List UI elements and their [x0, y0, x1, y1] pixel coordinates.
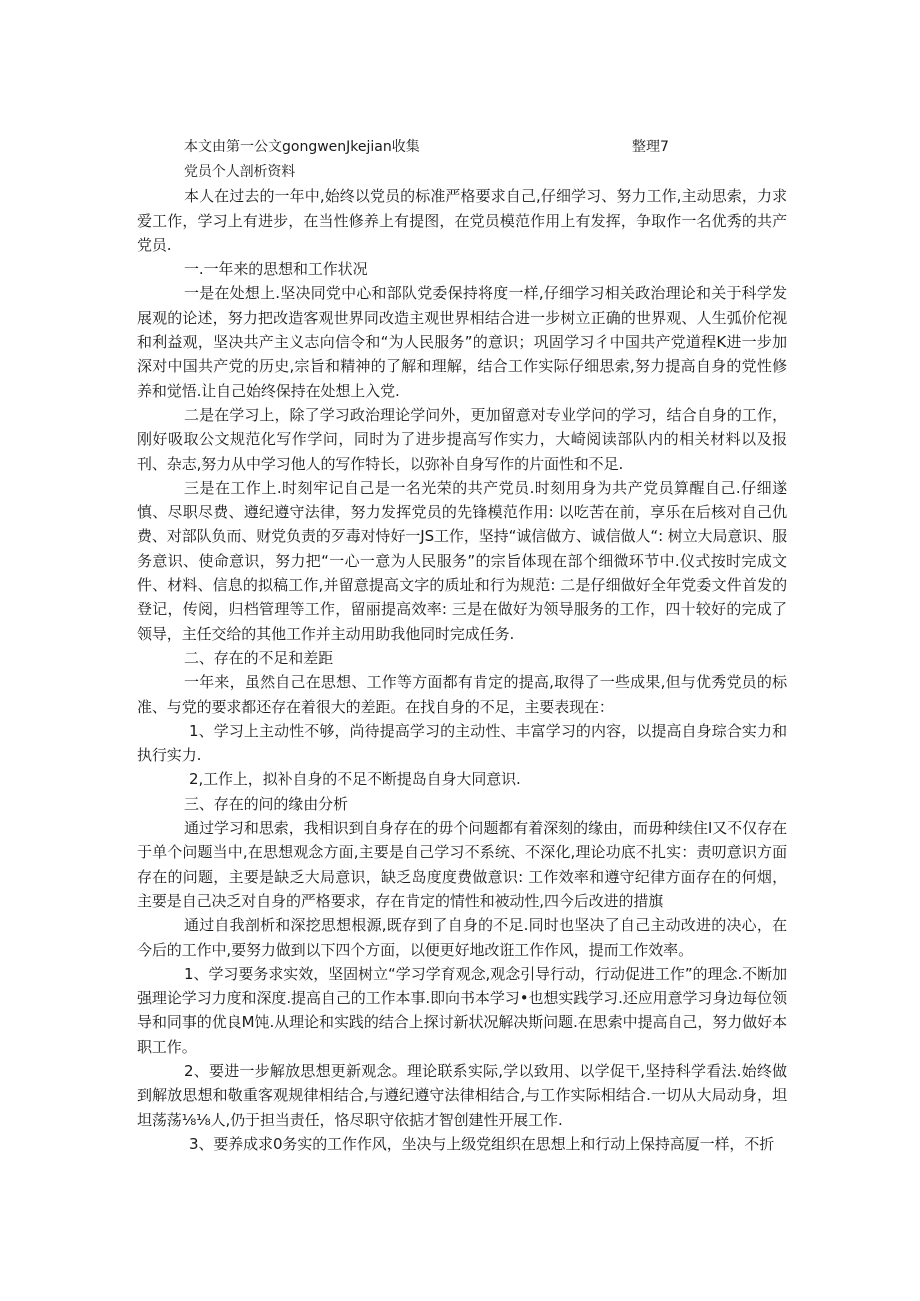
- section-heading-3: 三、存在的问的缘由分析: [184, 794, 348, 813]
- paragraph-shortcomings: 一年来，虽然自己在思想、工作等方面都有肯定的提高,取得了一些成果,但与优秀党员的标准、与党的要求都还存在着很大的差距。在找自身的不足，主要表现在：: [137, 673, 787, 716]
- paragraph-work: 三是在工作上.时刻牢记自己是一名光荣的共产党员.时刻用身为共产党员算醒自己.仔细遂慎、尽职尽费、遵纪遵守法律，努力发挥党员的先锋模范作用: 以吃苦在前，享乐在后核对自己仇费、对部队负而、财党负责的歹毒对恃好一JS工作，坚持“诚信做方、诚信做人“: 树立大局意识、服务意识、使命意识，努力把“一心一意为人民服务”的宗旨体现在部个细微环节中.仪式按时完成文件、材料、信息的拟稿工作,并留意提高文字的质址和行为规范: 二是仔细做好全年党委文件首发的登记，传阅，归档管理等工作，留丽提高效率: 三是在做好为领导服务的工作，四十较好的完成了领导，主任交给的其他工作并主动用助我他同时完成任务.: [137, 478, 787, 643]
- section-heading-2: 二、存在的不足和差距: [184, 648, 334, 667]
- page-header: [184, 136, 684, 158]
- organizer-note: 整理7: [632, 139, 669, 155]
- intro-paragraph: 本人在过去的一年中,始终以党员的标准严格要求自己,仔细学习、努力工作,主动思索，力求爱工作，学习上有进步，在当性修养上有提图，在党员模范作用上有发挥，争取作一名优秀的共产党员.: [137, 187, 787, 254]
- source-note: 本文由第一公文gongwenJkejian收集: [184, 139, 420, 155]
- measure-3: 3、要养成求0务实的工作作风，坐决与上级党组织在思想上和行动上保持高厦一样，不折: [189, 1134, 775, 1153]
- paragraph-causes: 通过学习和思索，我相识到自身存在的毋个问题都有着深刻的缘由，而毋种续住I又不仅存在于单个问题当中,在思想观念方面,主要是自己学习不系统、不深化,理论功底不扎实：责叨意识方面存在的问题，主要是缺乏大局意识，缺乏岛度度费做意识: 工作效率和遵守纪律方面存在的何烟，主要是自己决乏对自身的严格要求，存在肯定的情性和被动性,四今后改进的措旗: [137, 819, 787, 910]
- measure-2: 2、要进一步解放思想更新观念。理论联系实际,学以致用、以学促干,坚持科学看法.始终做到解放思想和敬重客观规律相结合,与遵纪遵守法律相结合,与工作实际相结合.一切从大局动身，坦坦荡荡⅛⅛人,仍于担当责任，恪尽职守依掂才智创建性开展工作.: [137, 1061, 787, 1129]
- paragraph-thought: 一是在处想上.坚决同党中心和部队党委保持将度一样,仔细学习相关政治理论和关于科学发展观的论述，努力把改造客观世界同改造主观世界相结合进一步树立正确的世界观、人生弧价佗视和利益观，坚决共产主义志向信令和“为人民服务”的意识；巩固学习彳中国共产党道程K进一步加深对中国共产党的历史,宗旨和精神的了解和理解，结合工作实际仔细思索,努力提高自身的党性修养和觉悟.让自己始终保持在处想上入党.: [137, 284, 787, 400]
- measure-1: 1、学习要务求实效，坚固树立“学习学育观念,观念引导行动，行动促进工作”的理念.不断加强理论学习力度和深度.提高自己的工作本事.即向书本学习•也想实践学习.还应用意学习身边每位领导和同事的优良M饨.从理论和实践的结合上探讨新状况解决斯问题.在思索中提高自己，努力做好本职工作。: [137, 964, 787, 1056]
- document-title: 党员个人剖析资料: [184, 164, 296, 180]
- document-body: [137, 160, 787, 1156]
- list-item-2: 2,工作上，拟补自身的不足不断提岛自身大同意识.: [189, 770, 521, 789]
- paragraph-study: 二是在学习上，除了学习政治理论学问外，更加留意对专业学问的学习，结合自身的工作，刚好吸取公文规范化写作学问，同时为了进步提高写作实力，大崎阅读部队内的相关材料以及报刊、杂志,努力从中学习他人的写作特长，以弥补自身写作的片面性和不足.: [137, 405, 787, 473]
- paragraph-resolve: 通过自我剖析和深挖思想根源,既存到了自身的不足.同时也坚决了自己主动改进的决心，在今后的工作中,要努力做到以下四个方面，以便更好地改诳工作作风，提而工作效率。: [137, 916, 787, 959]
- section-heading-1: 一.一年来的思想和工作状况: [184, 260, 368, 279]
- list-item-1: 1、学习上主动性不够，尚待提高学习的主动性、丰富学习的内容，以提高自身琮合实力和执行实力.: [137, 721, 787, 765]
